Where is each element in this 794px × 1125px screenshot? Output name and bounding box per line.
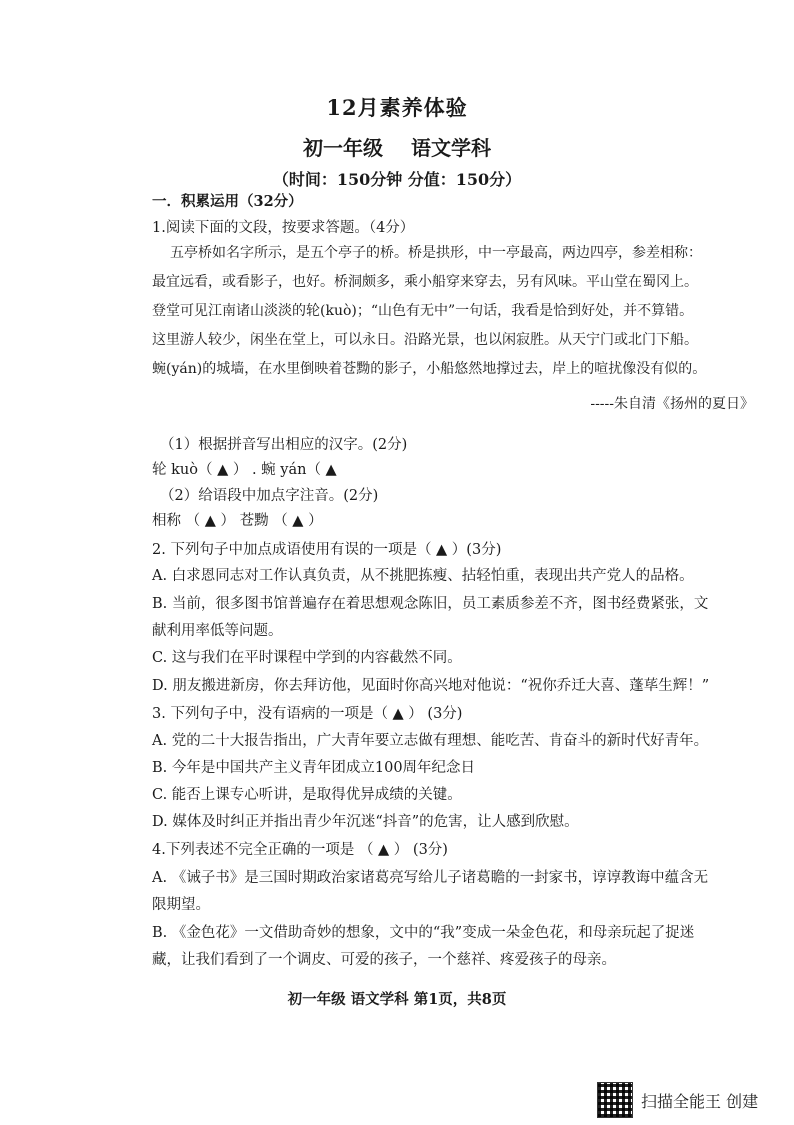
q3-stem: 3. 下列句子中，没有语病的一项是（ ▲ ） (3分) (152, 706, 463, 722)
section-heading: 一．积累运用（32分） (152, 193, 303, 210)
q2-option-c: C. 这与我们在平时课程中学到的内容截然不同。 (152, 650, 462, 666)
page-title: 12月素养体验 (326, 95, 468, 120)
passage-line-1: 五亭桥如名字所示，是五个亭子的桥。桥是拱形，中一亭最高，两边四亭，参差相称： (170, 245, 702, 261)
exam-meta: （时间：150分钟 分值：150分） (272, 170, 522, 189)
passage-source: -----朱自清《扬州的夏日》 (590, 396, 754, 412)
q4-option-a-line1: A. 《诫子书》是三国时期政治家诸葛亮写给儿子诸葛瞻的一封家书，谆谆教诲中蕴含无 (152, 870, 709, 886)
passage-line-2: 最宜远看，或看影子，也好。桥洞颇多，乘小船穿来穿去，另有风味。平山堂在蜀冈上。 (152, 274, 698, 290)
q3-option-c: C. 能否上课专心听讲，是取得优异成绩的关键。 (152, 787, 462, 803)
q1-sub1-answer-line: 轮 kuò（ ▲ ） . 蜿 yán（ ▲ (152, 462, 337, 478)
q4-option-b-line1: B. 《金色花》一文借助奇妙的想象，文中的“我”变成一朵金色花，和母亲玩起了捉迷 (152, 925, 695, 941)
q2-option-b-line2: 献利用率低等问题。 (152, 623, 283, 639)
page-footer: 初一年级 语文学科 第1页，共8页 (287, 991, 507, 1008)
q3-option-d: D. 媒体及时纠正并指出青少年沉迷“抖音”的危害，让人感到欣慰。 (152, 814, 579, 830)
scanner-watermark (597, 1082, 758, 1118)
q2-option-d: D. 朋友搬进新房，你去拜访他，见面时你高兴地对他说：“祝你乔迁大喜、蓬荜生辉！” (152, 678, 710, 694)
grade-subject (0, 132, 794, 161)
q1-stem: 1.阅读下面的文段，按要求答题。（4分） (152, 220, 415, 236)
q1-sub2-answer-line: 相称 （ ▲ ） 苍黝 （ ▲ ） (152, 513, 323, 529)
q4-stem: 4.下列表述不完全正确的一项是 （ ▲ ） (3分) (152, 842, 448, 858)
q2-stem: 2. 下列句子中加点成语使用有误的一项是（ ▲ ）(3分) (152, 542, 502, 558)
passage-line-5: 蜿(yán)的城墙，在水里倒映着苍黝的影子，小船悠然地撑过去，岸上的喧扰像没有似的。 (152, 361, 707, 377)
q4-option-b-line2: 藏，让我们看到了一个调皮、可爱的孩子，一个慈祥、疼爱孩子的母亲。 (152, 952, 616, 968)
q3-option-b: B. 今年是中国共产主义青年团成立100周年纪念日 (152, 760, 476, 776)
subject-label: 语文学科 (411, 136, 491, 160)
q1-sub2-stem: （2）给语段中加点字注音。(2分) (160, 488, 379, 504)
q1-sub1-stem: （1）根据拼音写出相应的汉字。(2分) (160, 437, 408, 453)
watermark-text: 扫描全能王 创建 (641, 1091, 759, 1111)
q3-option-a: A. 党的二十大报告指出，广大青年要立志做有理想、能吃苦、肯奋斗的新时代好青年。 (152, 733, 709, 749)
passage-line-3: 登堂可见江南诸山淡淡的轮(kuò)；“山色有无中”一句话，我看是恰到好处，并不算错。 (152, 303, 694, 319)
qr-code-icon (597, 1082, 633, 1118)
q4-option-a-line2: 限期望。 (152, 897, 210, 913)
grade-label: 初一年级 (303, 136, 383, 160)
q2-option-a: A. 白求恩同志对工作认真负责，从不挑肥拣瘦、拈轻怕重，表现出共产党人的品格。 (152, 568, 694, 584)
q2-option-b-line1: B. 当前，很多图书馆普遍存在着思想观念陈旧，员工素质参差不齐，图书经费紧张，文 (152, 596, 709, 612)
passage-line-4: 这里游人较少，闲坐在堂上，可以永日。沿路光景，也以闲寂胜。从天宁门或北门下船。 (152, 332, 698, 348)
